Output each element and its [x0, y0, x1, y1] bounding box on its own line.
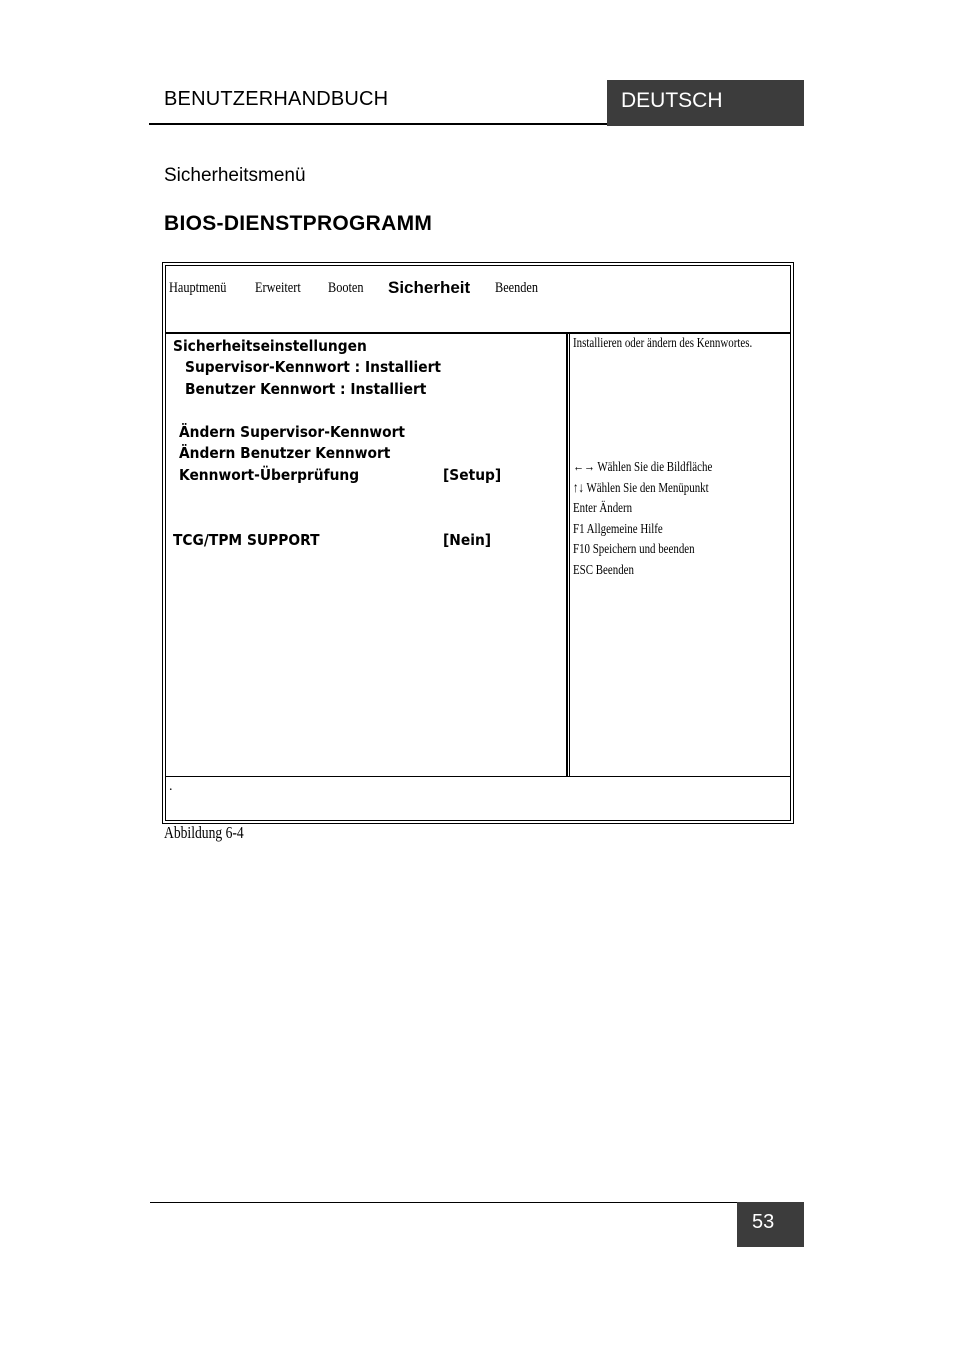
help-pane	[569, 334, 790, 776]
user-password-status: Benutzer Kennwort : Installiert	[185, 380, 427, 398]
subtitle: Sicherheitsmenü	[164, 165, 306, 186]
settings-heading: Sicherheitseinstellungen	[173, 337, 367, 355]
menu-beenden[interactable]: Beenden	[495, 280, 539, 296]
help-description: Installieren oder ändern des Kennwortes.	[573, 336, 753, 351]
help-key-f1: F1 Allgemeine Hilfe	[573, 522, 663, 537]
menu-booten[interactable]: Booten	[328, 280, 364, 296]
bios-frame	[165, 265, 791, 821]
settings-pane	[166, 334, 568, 776]
password-check-label[interactable]: Kennwort-Überprüfung	[179, 466, 360, 484]
language-tab: DEUTSCH	[607, 80, 804, 126]
help-key-item: ↑↓ Wählen Sie den Menüpunkt	[573, 481, 709, 496]
page-number: 53	[737, 1202, 804, 1247]
tcg-tpm-label[interactable]: TCG/TPM SUPPORT	[173, 531, 320, 549]
change-user-password[interactable]: Ändern Benutzer Kennwort	[179, 444, 391, 462]
help-key-enter: Enter Ändern	[573, 501, 633, 516]
section-title: BIOS-DIENSTPROGRAMM	[164, 212, 433, 235]
help-key-esc: ESC Beenden	[573, 563, 634, 578]
footer-rule	[150, 1202, 737, 1203]
menu-erweitert[interactable]: Erweitert	[255, 280, 301, 296]
menu-sicherheit[interactable]: Sicherheit	[388, 278, 471, 297]
help-key-f10: F10 Speichern und beenden	[573, 542, 695, 557]
bios-menubar	[166, 266, 790, 334]
help-key-screen: ←→ Wählen Sie die Bildfläche	[573, 460, 713, 475]
supervisor-password-status: Supervisor-Kennwort : Installiert	[185, 358, 442, 376]
bios-screen	[162, 262, 794, 824]
tcg-tpm-value[interactable]: [Nein]	[443, 531, 492, 549]
change-supervisor-password[interactable]: Ändern Supervisor-Kennwort	[179, 423, 406, 441]
password-check-value[interactable]: [Setup]	[443, 466, 502, 484]
footer-text: .	[169, 779, 173, 794]
bios-footer	[166, 776, 790, 820]
figure-caption: Abbildung 6-4	[164, 823, 244, 842]
manual-title: BENUTZERHANDBUCH	[164, 88, 389, 110]
menu-hauptmenue[interactable]: Hauptmenü	[169, 280, 227, 296]
header-rule	[149, 123, 607, 125]
